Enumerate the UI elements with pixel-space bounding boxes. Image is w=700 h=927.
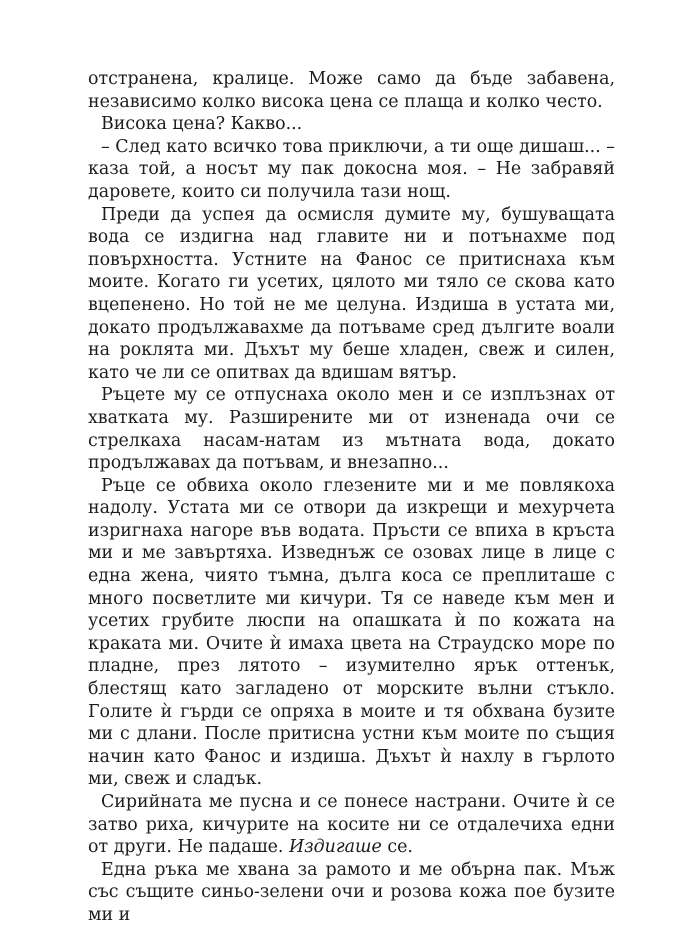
book-page bbox=[88, 68, 615, 927]
paragraph-7-after: се. bbox=[381, 837, 413, 858]
paragraph-7 bbox=[88, 791, 615, 859]
paragraph-7-text: Сирийната ме пусна и се понесе настрани. Очите ѝ се затво риха, кичурите на косите ни се отдалечиха едни от други. Не падаше. bbox=[88, 792, 615, 858]
paragraph-1: отстранена, кралице. Може само да бъде забавена, независимо колко висока цена се плаща и колко често. bbox=[88, 69, 615, 112]
paragraph-5: Ръцете му се отпуснаха около мен и се изплъзнах от хватката му. Разширените ми от изненада очи се стрелкаха насам-натам из мътната вода, докато продължавах да потъвам, и внезапно... bbox=[88, 385, 615, 474]
paragraph-6: Ръце се обвиха около глезените ми и ме повлякоха надолу. Устата ми се отвори да изкрещи и мехурчета изригнаха нагоре във водата. Пръсти се впиха в кръста ми и ме завъртяха. Изведнъж се озовах лице в лице с една жена, чиято тъмна, дълга коса се преплиташе с много посветлите ми кичури. Тя се наведе към мен и усетих грубите люспи на опашката ѝ по кожата на краката ми. Очите ѝ имаха цвета на Страудско море по пладне, през лятото – изумително ярък оттенък, блестящ като загладено от морските вълни стъкло. Голите ѝ гърди се опряха в моите и тя обхвана бузите ми с длани. После притисна устни към моите по същия начин като Фанос и издиша. Дъхът ѝ нахлу в гърлото ми, свеж и сладък. bbox=[88, 475, 615, 790]
paragraph-8: Една ръка ме хвана за рамото и ме обърна пак. Мъж със същите синьо-зелени очи и розова кожа пое бузите ми и bbox=[88, 859, 615, 925]
paragraph-2: Висока цена? Какво... bbox=[101, 114, 303, 135]
paragraph-3: – След като всичко това приключи, а ти още дишаш... – каза той, а носът му пак докосна моя. – Не забравяй даровете, които си получила тази нощ. bbox=[88, 136, 615, 202]
paragraph-4: Преди да успея да осмисля думите му, бушуващата вода се издигна над главите ни и потънахме под повърхността. Устните на Фанос се притиснаха към моите. Когато ги усетих, цялото ми тяло се скова като вцепенено. Но той не ме целуна. Издиша в устата ми, докато продължавахме да потъваме сред дългите воали на роклята ми. Дъхът му беше хладен, свеж и силен, като че ли се опитвах да вдишам вятър. bbox=[88, 204, 615, 383]
paragraph-7-italic: Издигаше bbox=[289, 837, 382, 858]
